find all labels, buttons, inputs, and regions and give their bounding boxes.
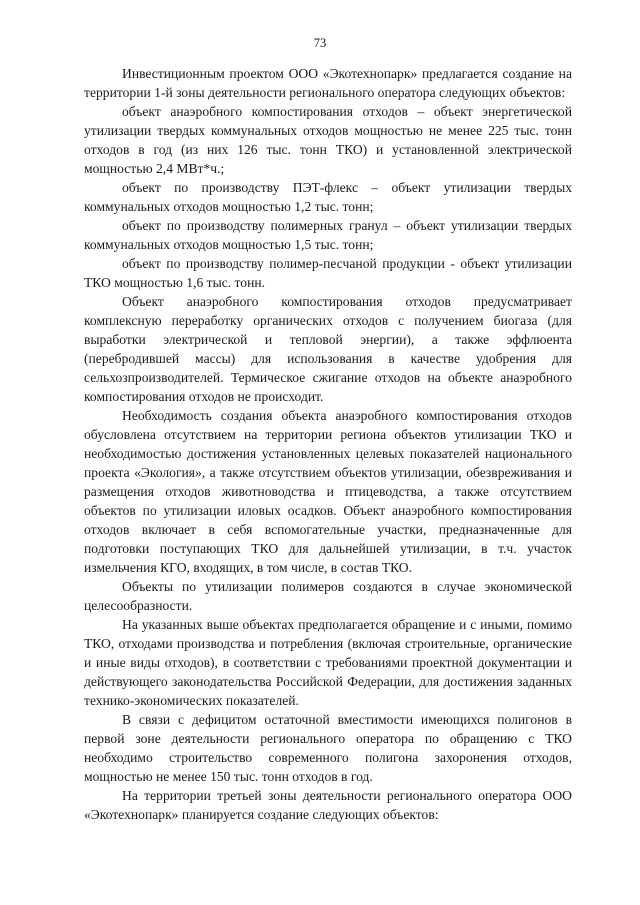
page-body bbox=[84, 64, 572, 824]
paragraph: На указанных выше объектах предполагается обращение и с иными, помимо ТКО, отходами производства и потребления (включая строительные, органические и иные виды отходов), в соответствии с требованиями проектной документации и действующего законодательства Российской Федерации, для достижения заданных технико-экономических показателей. bbox=[84, 617, 572, 708]
page-number: 73 bbox=[313, 36, 327, 50]
paragraph: объект анаэробного компостирования отходов – объект энергетической утилизации твердых коммунальных отходов мощностью не менее 225 тыс. тонн отходов в год (из них 126 тыс. тонн ТКО) и установленной электрической мощностью 2,4 МВт*ч.; bbox=[84, 104, 572, 176]
paragraph: объект по производству полимер-песчаной продукции - объект утилизации ТКО мощностью 1,6 тыс. тонн. bbox=[84, 256, 572, 290]
paragraph: объект по производству ПЭТ-флекс – объект утилизации твердых коммунальных отходов мощностью 1,2 тыс. тонн; bbox=[84, 180, 572, 214]
paragraph: Объект анаэробного компостирования отходов предусматривает комплексную переработку органических отходов с получением биогаза (для выработки электрической и тепловой энергии), а также эффлюента (перебродившей массы) для использования в качестве удобрения для сельхозпроизводителей. Термическое сжигание отходов на объекте анаэробного компостирования отходов не происходит. bbox=[84, 294, 572, 404]
paragraph: объект по производству полимерных гранул – объект утилизации твердых коммунальных отходов мощностью 1,5 тыс. тонн; bbox=[84, 218, 572, 252]
paragraph: Необходимость создания объекта анаэробного компостирования отходов обусловлена отсутствием на территории региона объектов утилизации ТКО и необходимостью достижения установленных целевых показателей национального проекта «Экология», а также отсутствием объектов утилизации, обезвреживания и размещения отходов животноводства и птицеводства, а также отсутствием объектов по утилизации иловых осадков. Объект анаэробного компостирования отходов включает в себя вспомогательные участки, предназначенные для подготовки поступающих ТКО для дальнейшей утилизации, в т.ч. участок измельчения КГО, входящих, в том числе, в состав ТКО. bbox=[84, 408, 572, 575]
paragraph: В связи с дефицитом остаточной вместимости имеющихся полигонов в первой зоне деятельности регионального оператора по обращению с ТКО необходимо строительство современного полигона захоронения отходов, мощностью не менее 150 тыс. тонн отходов в год. bbox=[84, 712, 572, 784]
paragraph: Объекты по утилизации полимеров создаются в случае экономической целесообразности. bbox=[84, 579, 572, 613]
paragraph: Инвестиционным проектом ООО «Экотехнопарк» предлагается создание на территории 1-й зоны деятельности регионального оператора следующих объектов: bbox=[84, 66, 572, 100]
paragraph: На территории третьей зоны деятельности регионального оператора ООО «Экотехнопарк» планируется создание следующих объектов: bbox=[84, 788, 572, 822]
